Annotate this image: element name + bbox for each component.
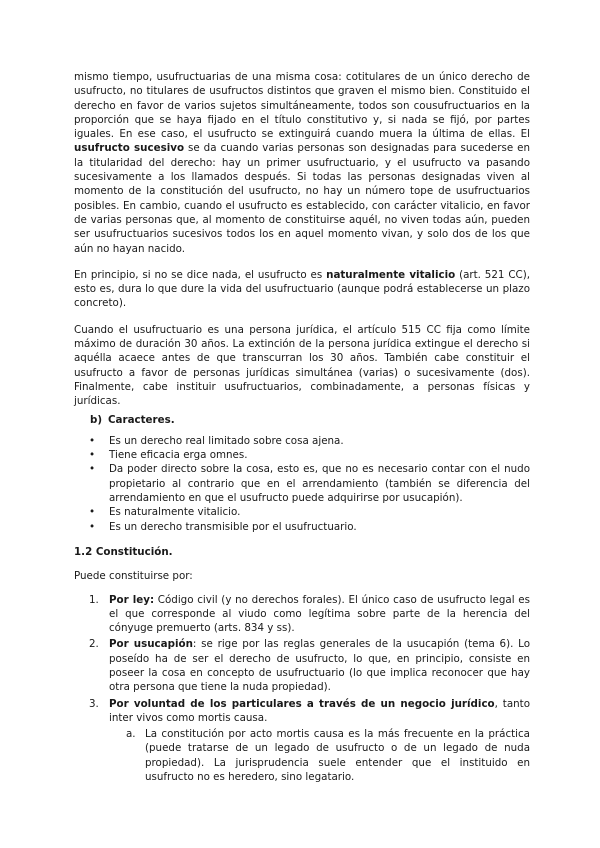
paragraph-vitalicio: En principio, si no se dice nada, el usufructo es naturalmente vitalicio (art. 521 CC), esto es, dura lo que dure la vida del usufructuario (aunque podrá establecerse un plazo concreto). — [74, 268, 530, 310]
term-usufructo-sucesivo: usufructo sucesivo — [74, 142, 185, 155]
list-item: • Es un derecho transmisible por el usufructuario. — [74, 520, 530, 534]
intro-text: Puede constituirse por: — [74, 570, 193, 583]
paragraph-persona-juridica: Cuando el usufructuario es una persona jurídica, el artículo 515 CC fija como límite máximo de duración 30 años. La extinción de la persona jurídica extingue el derecho si aquélla acaece antes de que transcurran los 30 años. También cabe constituir el usufructo a favor de personas jurídicas simultánea (varias) o sucesivamente (dos). Finalmente, cabe instituir usufructuarios, combinadamente, a personas físicas y jurídicas. — [74, 323, 530, 408]
section-heading-constitucion: 1.2 Constitución. — [74, 545, 173, 558]
list-item-por-voluntad: 3. Por voluntad de los particulares a través de un negocio jurídico, tanto inter vivos como mortis causa. a. La constitución por acto mortis causa es la más frecuente en la práctica (puede tratarse de un legado de usufructo o de un legado de nuda propiedad). La jurisprudencia suele entender que el instituido en usufructo no es heredero, sino legatario. — [89, 697, 530, 784]
caracteres-list — [74, 434, 530, 534]
document-body — [74, 70, 530, 786]
modos-constitucion-list — [74, 593, 530, 785]
term-naturalmente-vitalicio: naturalmente vitalicio — [326, 268, 456, 281]
list-item: • Es un derecho real limitado sobre cosa ajena. — [74, 434, 530, 448]
section-heading-caracteres: b) Caracteres. — [90, 413, 175, 426]
list-item-por-usucapion: 2. Por usucapión: se rige por las reglas generales de la usucapión (tema 6). Lo poseído ha de ser el derecho de usufructo, lo que, en principio, consiste en poseer la cosa en concepto de usufructuario (lo que implica reconocer que hay otra persona que tiene la nuda propiedad). — [89, 638, 530, 694]
list-item: • Tiene eficacia erga omnes. — [74, 448, 530, 462]
list-item-por-ley: 1. Por ley: Código civil (y no derechos forales). El único caso de usufructo legal es el que corresponde al viudo como legítima sobre parte de la herencia del cónyuge premuerto (arts. 834 y ss). — [89, 593, 530, 635]
list-item: • Es naturalmente vitalicio. — [74, 505, 530, 519]
sublist-item-mortis-causa: a. La constitución por acto mortis causa es la más frecuente en la práctica (puede tratarse de un legado de usufructo o de un legado de nuda propiedad). La jurisprudencia suele entender que el instituido en usufructo no es heredero, sino legatario. — [126, 728, 530, 784]
list-item: • Da poder directo sobre la cosa, esto es, que no es necesario contar con el nudo propietario al contrario que en el arrendamiento (también se diferencia del arrendamiento en que el usufructo puede adquirirse por usucapión). — [74, 462, 530, 505]
paragraph-usufructo-multiple: mismo tiempo, usufructuarias de una misma cosa: cotitulares de un único derecho de usufructo, no titulares de usufructos distintos que graven el mismo bien. Constituido el derecho en favor de varios sujetos simultáneamente, todos son cousufructuarios en la proporción que se haya fijado en el título constitutivo y, si nada se fijó, por partes iguales. En ese caso, el usufructo se extinguirá cuando muera la última de ellas. El usufructo sucesivo se da cuando varias personas son designadas para sucederse en la titularidad del derecho: hay un primer usufructuario, y el usufructo va pasando sucesivamente a los llamados después. Si todas las personas designadas viven al momento de la constitución del usufructo, no hay un número tope de usufructuarios posibles. En cambio, cuando el usufructo es establecido, con carácter vitalicio, en favor de varias personas que, al momento de constituirse aquél, no viven todas aún, pueden ser usufructuarios sucesivos todos los en aquel momento vivan, y solo dos de los que aún no hayan nacido. — [74, 71, 530, 255]
